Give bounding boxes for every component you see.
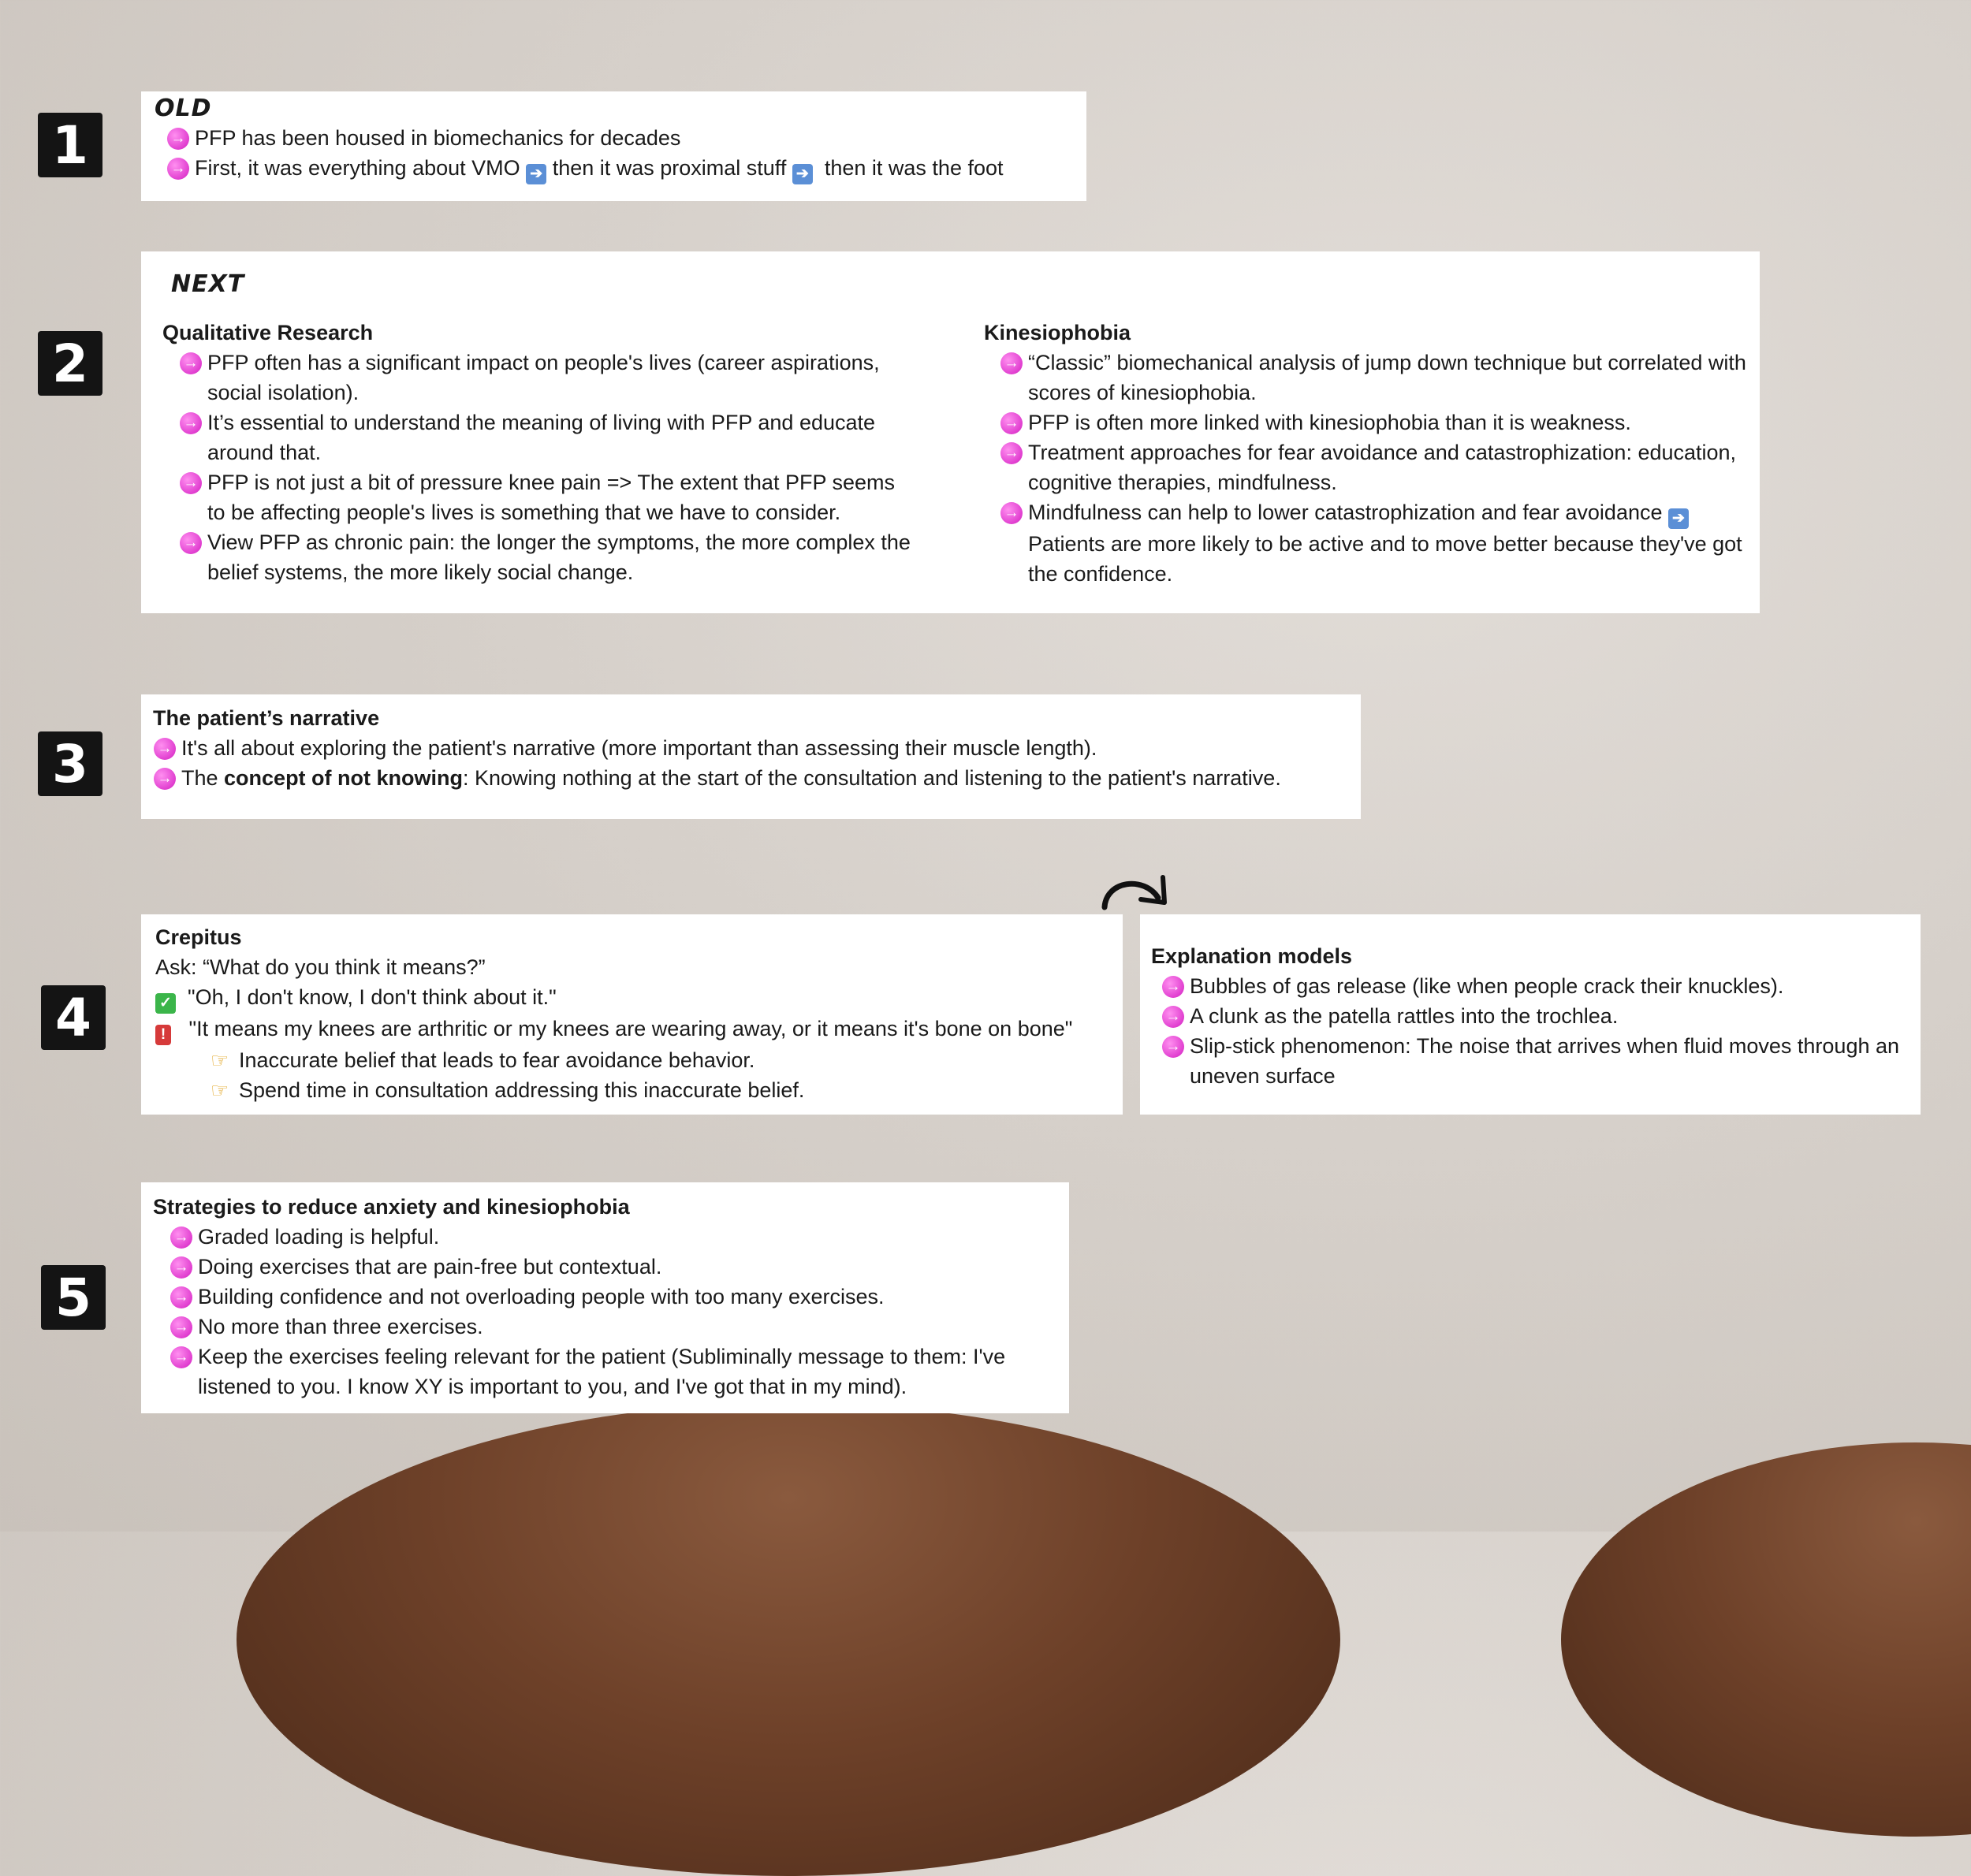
check-mark-icon: ✓ xyxy=(155,993,176,1014)
list-item: → It's all about exploring the patient's narrative (more important than assessing their muscle length). xyxy=(181,733,1361,763)
section-title-next: NEXT xyxy=(171,270,245,298)
list-item: → It’s essential to understand the meaning of living with PFP and educate around that. xyxy=(207,408,917,467)
section-heading: Crepitus xyxy=(155,925,242,949)
alert-text: "It means my knees are arthritic or my knees are wearing away, or it means it's bone on bone" xyxy=(188,1017,1073,1040)
point-text: Inaccurate belief that leads to fear avoidance behavior. xyxy=(239,1048,755,1072)
item-text: Mindfulness can help to lower catastrophization and fear avoidance xyxy=(1028,501,1663,524)
item-text-bold: concept of not knowing xyxy=(224,766,464,790)
list-item: → No more than three exercises. xyxy=(198,1312,1049,1342)
point-text: Spend time in consultation addressing this inaccurate belief. xyxy=(239,1078,805,1102)
list-item: → View PFP as chronic pain: the longer the symptoms, the more complex the belief systems, the more likely social change. xyxy=(207,527,917,587)
point-row xyxy=(155,1045,1123,1075)
list-item: → PFP has been housed in biomechanics for decades xyxy=(195,123,1086,153)
item-text: then it was the foot xyxy=(824,156,1004,180)
section-3-card xyxy=(141,694,1361,819)
knee-photo-background xyxy=(237,1403,1340,1876)
section-heading: The patient’s narrative xyxy=(153,706,380,730)
point-row xyxy=(155,1075,1123,1105)
item-text: : Knowing nothing at the start of the consultation and listening to the patient's narrative. xyxy=(463,766,1281,790)
list-item: → Treatment approaches for fear avoidance and catastrophization: education, cognitive therapies, mindfulness. xyxy=(1028,437,1749,497)
list-item: → Keep the exercises feeling relevant for the patient (Subliminally message to them: I've listened to you. I know XY is important to you, and I've got that in my mind). xyxy=(198,1342,1049,1401)
list-item: → A clunk as the patella rattles into the trochlea. xyxy=(1190,1001,1915,1031)
list-item: → PFP often has a significant impact on people's lives (career aspirations, social isolation). xyxy=(207,348,917,408)
list-item: → Doing exercises that are pain-free but contextual. xyxy=(198,1252,1049,1282)
item-text: The xyxy=(181,766,225,790)
pointing-hand-icon: ☞ xyxy=(211,1048,229,1072)
section-1-card xyxy=(141,91,1086,201)
knee-photo-background-right xyxy=(1561,1442,1971,1837)
qualitative-research-column xyxy=(162,318,927,587)
section-number-1: 1 xyxy=(38,113,102,177)
section-number-4: 4 xyxy=(41,985,106,1050)
siren-icon: ! xyxy=(155,1025,171,1045)
section-title-old: OLD xyxy=(155,95,212,122)
list-item xyxy=(195,153,1086,184)
list-item: → Slip-stick phenomenon: The noise that arrives when fluid moves through an uneven surface xyxy=(1190,1031,1915,1091)
kinesiophobia-column xyxy=(984,318,1749,589)
list-item xyxy=(181,763,1361,793)
right-arrow-icon: ➔ xyxy=(792,164,813,184)
item-text: then it was proximal stuff xyxy=(552,156,787,180)
section-number-2: 2 xyxy=(38,331,102,396)
ok-text: "Oh, I don't know, I don't think about it." xyxy=(188,985,557,1009)
list-item: → “Classic” biomechanical analysis of jump down technique but correlated with scores of kinesiophobia. xyxy=(1028,348,1749,408)
section-5-card xyxy=(141,1182,1069,1413)
list-item: → Bubbles of gas release (like when people crack their knuckles). xyxy=(1190,971,1915,1001)
list-item: → Building confidence and not overloading people with too many exercises. xyxy=(198,1282,1049,1312)
right-arrow-icon: ➔ xyxy=(526,164,546,184)
ok-row xyxy=(155,982,1123,1014)
explanation-models-card xyxy=(1140,914,1921,1115)
list-item: → PFP is not just a bit of pressure knee pain => The extent that PFP seems to be affecting people's lives is something that we have to consider. xyxy=(207,467,917,527)
list-item: → PFP is often more linked with kinesiophobia than it is weakness. xyxy=(1028,408,1749,437)
column-heading: Qualitative Research xyxy=(162,321,374,344)
crepitus-card xyxy=(141,914,1123,1115)
section-number-3: 3 xyxy=(38,731,102,796)
right-arrow-icon: ➔ xyxy=(1668,508,1689,529)
item-text: First, it was everything about VMO xyxy=(195,156,520,180)
section-heading: Explanation models xyxy=(1151,944,1353,968)
section-heading: Strategies to reduce anxiety and kinesiophobia xyxy=(153,1195,630,1219)
alert-row xyxy=(155,1014,1123,1045)
section-2-card xyxy=(141,251,1760,613)
section-number-5: 5 xyxy=(41,1265,106,1330)
pointing-hand-icon: ☞ xyxy=(211,1078,229,1102)
list-item xyxy=(1028,497,1749,589)
curved-arrow-icon xyxy=(1098,871,1169,910)
list-item: → Graded loading is helpful. xyxy=(198,1222,1049,1252)
item-text: Patients are more likely to be active and to move better because they've got the confidence. xyxy=(1028,532,1742,586)
ask-text: Ask: “What do you think it means?” xyxy=(155,955,486,979)
column-heading: Kinesiophobia xyxy=(984,321,1131,344)
